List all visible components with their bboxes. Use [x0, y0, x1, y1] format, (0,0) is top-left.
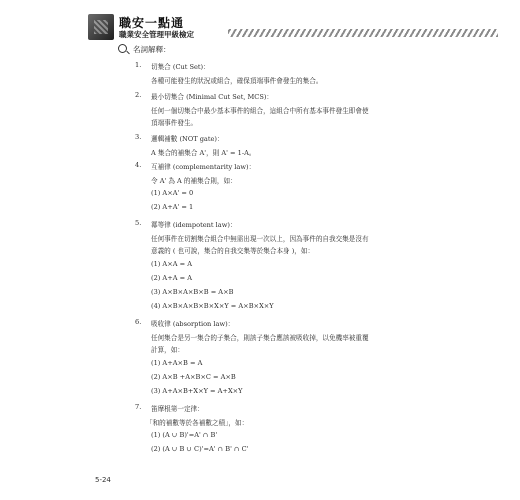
item-body-line: 令 A' 為 A 的補集合則，如： [151, 177, 237, 185]
item-number: 6. [135, 318, 142, 326]
item-number: 1. [135, 61, 142, 69]
book-subtitle: 職業安全管理甲級檢定 [119, 30, 194, 39]
item-title: 邏輯補數 (NOT gate)： [151, 135, 224, 143]
item-title: 最小切集合 (Minimal Cut Set, MCS)： [151, 93, 274, 101]
item-number: 3. [135, 133, 142, 141]
item-body-line: A 集合的補集合 A'，則 A' = 1-A。 [151, 149, 256, 157]
page-header [88, 14, 498, 42]
item-body-line: 頂端事件發生。 [151, 119, 198, 127]
item-number: 2. [135, 91, 142, 99]
formula-line: (3) A+A×B+X×Y = A+X×Y [151, 387, 243, 395]
item-number: 5. [135, 219, 142, 227]
item-body-line: 意義的 ( 也可說，集合的自我交集等於集合本身 )，如： [151, 247, 315, 255]
formula-line: (2) A+A' = 1 [151, 203, 194, 211]
item-body-line: 任何事件在切割集合組合中無需出現一次以上，因為事件的自我交集是沒有 [151, 235, 369, 243]
formula-line: (2) A×B +A×B×C = A×B [151, 373, 236, 381]
formula-line: (2) A+A = A [151, 274, 192, 282]
item-body-line: 任何一個切集合中最少基本事件的組合，這組合中所有基本事件發生即會使 [151, 107, 369, 115]
item-number: 7. [135, 403, 142, 411]
book-logo-icon [88, 14, 114, 40]
item-title: 互補律 (complementarity law)： [151, 163, 256, 171]
section-heading [118, 44, 171, 55]
formula-line: (1) A×A = A [151, 260, 192, 268]
formula-line: (1) (A ∪ B)'=A' ∩ B' [151, 431, 218, 439]
item-body-line: 任何集合是另一集合的子集合，則該子集合應該被吸收掉，以免機率被重覆 [151, 334, 369, 342]
item-title: 笛摩根第一定律： [151, 405, 204, 413]
formula-line: (3) A×B×A×B×B = A×B [151, 288, 234, 296]
item-title: 冪等律 (idempotent law)： [151, 221, 237, 229]
item-number: 4. [135, 161, 142, 169]
brand-title: 職安一點通 [119, 16, 185, 30]
section-heading-label: 名詞解釋： [133, 45, 171, 54]
formula-line: (4) A×B×A×B×B×X×Y = A×B×X×Y [151, 302, 274, 310]
formula-line: (2) (A ∪ B ∪ C)'=A' ∩ B' ∩ C' [151, 445, 249, 453]
item-title: 切集合 (Cut Set)： [151, 63, 210, 71]
page-number: 5-24 [95, 476, 111, 484]
item-body-line: 「和的補數等於各補數之積」，如： [146, 419, 249, 427]
formula-line: (1) A×A' = 0 [151, 189, 194, 197]
decorative-stripe [228, 29, 498, 37]
formula-line: (1) A+A×B = A [151, 359, 203, 367]
item-body-line: 計算，如： [151, 346, 184, 354]
item-body-line: 各種可能發生的狀況或組合，確保頂端事件會發生的集合。 [151, 77, 323, 85]
magnifier-icon [118, 44, 127, 53]
item-title: 吸收律 (absorption law)： [151, 320, 235, 328]
